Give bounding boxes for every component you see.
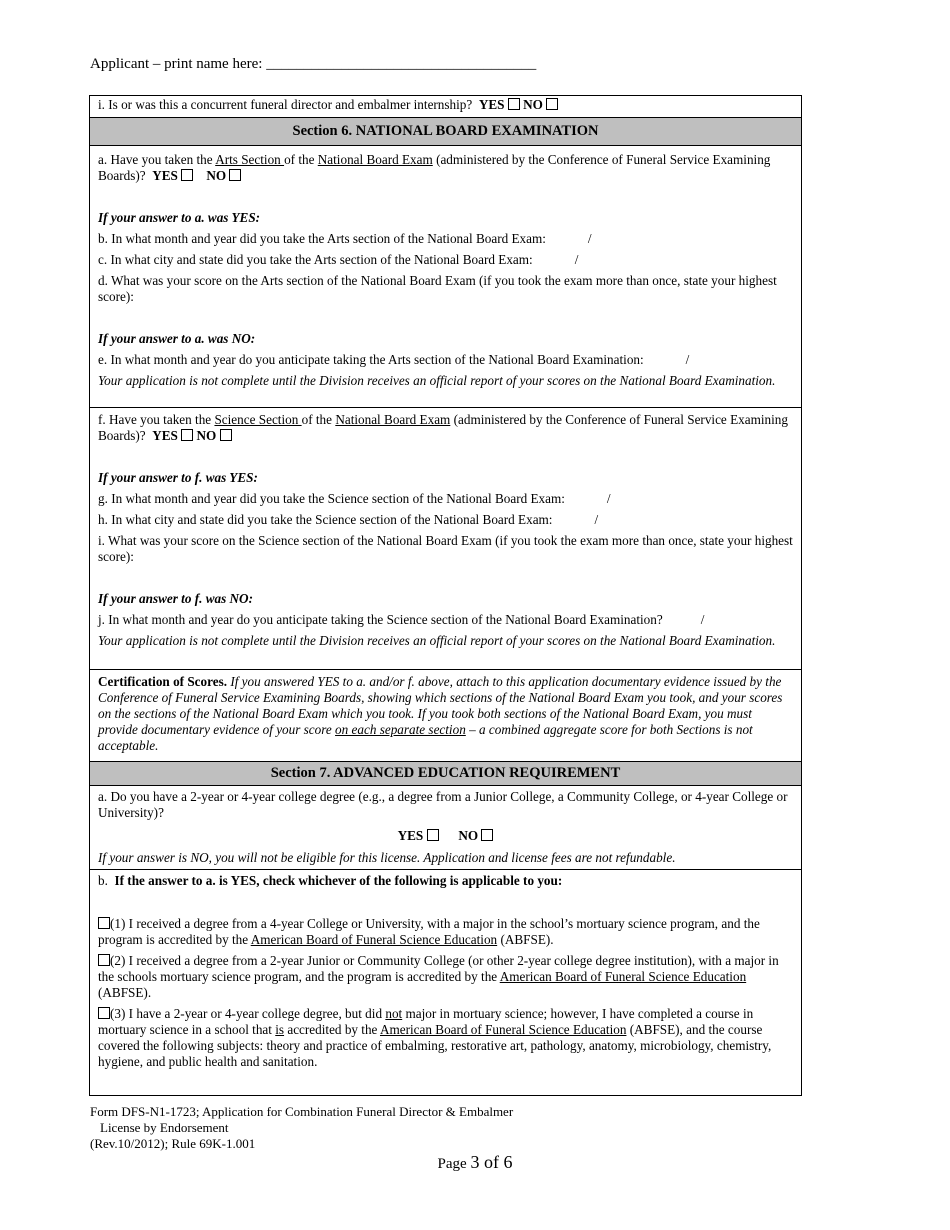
option-3: (3) I have a 2-year or 4-year college degree, but did not major in mortuary science; however, I have completed a course in mortuary science in a school that is accredited by the American Board of Funeral Science Education (ABFSE), and the course covered the following subjects: theory and practice of embalming, restorative art, pathology, anatomy, microbiology, chemistry, hygiene, and public health and sanitation. (98, 1006, 772, 1069)
footer-line-1: Form DFS-N1-1723; Application for Combination Funeral Director & Embalmer (90, 1104, 514, 1119)
option-2: (2) I received a degree from a 2-year Junior or Community College (or other 2-year college degree institution), with a major in the schools mortuary science program, and the program is accredited by the American Board of Funeral Science Education (ABFSE). (98, 953, 779, 1000)
internship-no-checkbox[interactable] (546, 98, 558, 110)
arts-exam-block (90, 146, 801, 408)
certification-block: Certification of Scores. If you answered YES to a. and/or f. above, attach to this application documentary evidence issued by the Conference of Funeral Service Examining Boards, showing which sections of the National Board Exam you took, and your scores on the sections of the National Board Exam which you took. If you took both sections of the National Board Exam, you must provide documentary evidence of your score on each separate section – a combined aggregate score for both Sections is not acceptable. (90, 670, 801, 762)
option-2-checkbox[interactable] (98, 954, 110, 966)
degree-yes-checkbox[interactable] (427, 829, 439, 841)
question-7b: b. If the answer to a. is YES, check whichever of the following is applicable to you: (98, 873, 563, 888)
science-exam-block (90, 408, 801, 670)
science-no-checkbox[interactable] (220, 429, 232, 441)
arts-no-checkbox[interactable] (229, 169, 241, 181)
degree-no-notice: If your answer is NO, you will not be eligible for this license. Application and license fees are not refundable. (98, 850, 676, 865)
internship-yes-checkbox[interactable] (508, 98, 520, 110)
option-1: (1) I received a degree from a 4-year College or University, with a major in the school’s mortuary science program, and the program is accredited by the American Board of Funeral Science Education (ABFSE). (98, 916, 760, 947)
footer-line-3: (Rev.10/2012); Rule 69K-1.001 (90, 1136, 256, 1151)
footer-line-2: License by Endorsement (100, 1120, 229, 1135)
certification-title: Certification of Scores. (98, 674, 228, 689)
form-footer (90, 1104, 513, 1152)
option-1-checkbox[interactable] (98, 917, 110, 929)
applicant-name-line[interactable]: Applicant – print name here: ____________________________________ (90, 56, 537, 72)
question-i[interactable]: i. What was your score on the Science section of the National Board Exam (if you took the exam more than once, state your highest score): (98, 533, 793, 564)
section7-header: Section 7. ADVANCED EDUCATION REQUIREMENT (90, 762, 801, 786)
internship-row (90, 96, 801, 118)
science-notice: Your application is not complete until the Division receives an official report of your scores on the National Board Examination. (98, 633, 776, 648)
question-7a-answer: YES NO (98, 828, 793, 844)
if-a-no-heading: If your answer to a. was NO: (98, 331, 256, 346)
question-f: f. Have you taken the Science Section of the National Board Exam (administered by the Conference of Funeral Service Examining Boards)? YES NO (98, 412, 788, 443)
internship-question: i. Is or was this a concurrent funeral director and embalmer internship? (98, 97, 473, 112)
question-a: a. Have you taken the Arts Section of the National Board Exam (administered by the Conference of Funeral Service Examining Boards)? YES NO (98, 152, 771, 183)
question-7a: a. Do you have a 2-year or 4-year college degree (e.g., a degree from a Junior College, a Community College, or 4-year College or University)? (98, 789, 788, 820)
section7-b-block (90, 870, 801, 1102)
question-g[interactable]: g. In what month and year did you take the Science section of the National Board Exam: / (98, 491, 611, 506)
question-h[interactable]: h. In what city and state did you take the Science section of the National Board Exam: / (98, 512, 599, 527)
question-d[interactable]: d. What was your score on the Arts section of the National Board Exam (if you took the exam more than once, state your highest score): (98, 273, 777, 304)
degree-no-checkbox[interactable] (481, 829, 493, 841)
section7-a-block (90, 786, 801, 870)
no-label: NO (523, 97, 543, 112)
arts-notice: Your application is not complete until the Division receives an official report of your scores on the National Board Examination. (98, 373, 776, 388)
question-c[interactable]: c. In what city and state did you take the Arts section of the National Board Exam: / (98, 252, 579, 267)
page-number: Page 3 of 6 (437, 1152, 513, 1172)
if-f-no-heading: If your answer to f. was NO: (98, 591, 253, 606)
question-e[interactable]: e. In what month and year do you anticipate taking the Arts section of the National Board Examination: / (98, 352, 690, 367)
option-3-checkbox[interactable] (98, 1007, 110, 1019)
question-b[interactable]: b. In what month and year did you take the Arts section of the National Board Exam: / (98, 231, 592, 246)
application-form (89, 95, 802, 1096)
if-a-yes-heading: If your answer to a. was YES: (98, 210, 261, 225)
if-f-yes-heading: If your answer to f. was YES: (98, 470, 258, 485)
section6-header: Section 6. NATIONAL BOARD EXAMINATION (90, 118, 801, 146)
arts-yes-checkbox[interactable] (181, 169, 193, 181)
question-j[interactable]: j. In what month and year do you anticipate taking the Science section of the National Board Examination? / (98, 612, 705, 627)
science-yes-checkbox[interactable] (181, 429, 193, 441)
yes-label: YES (478, 97, 505, 112)
